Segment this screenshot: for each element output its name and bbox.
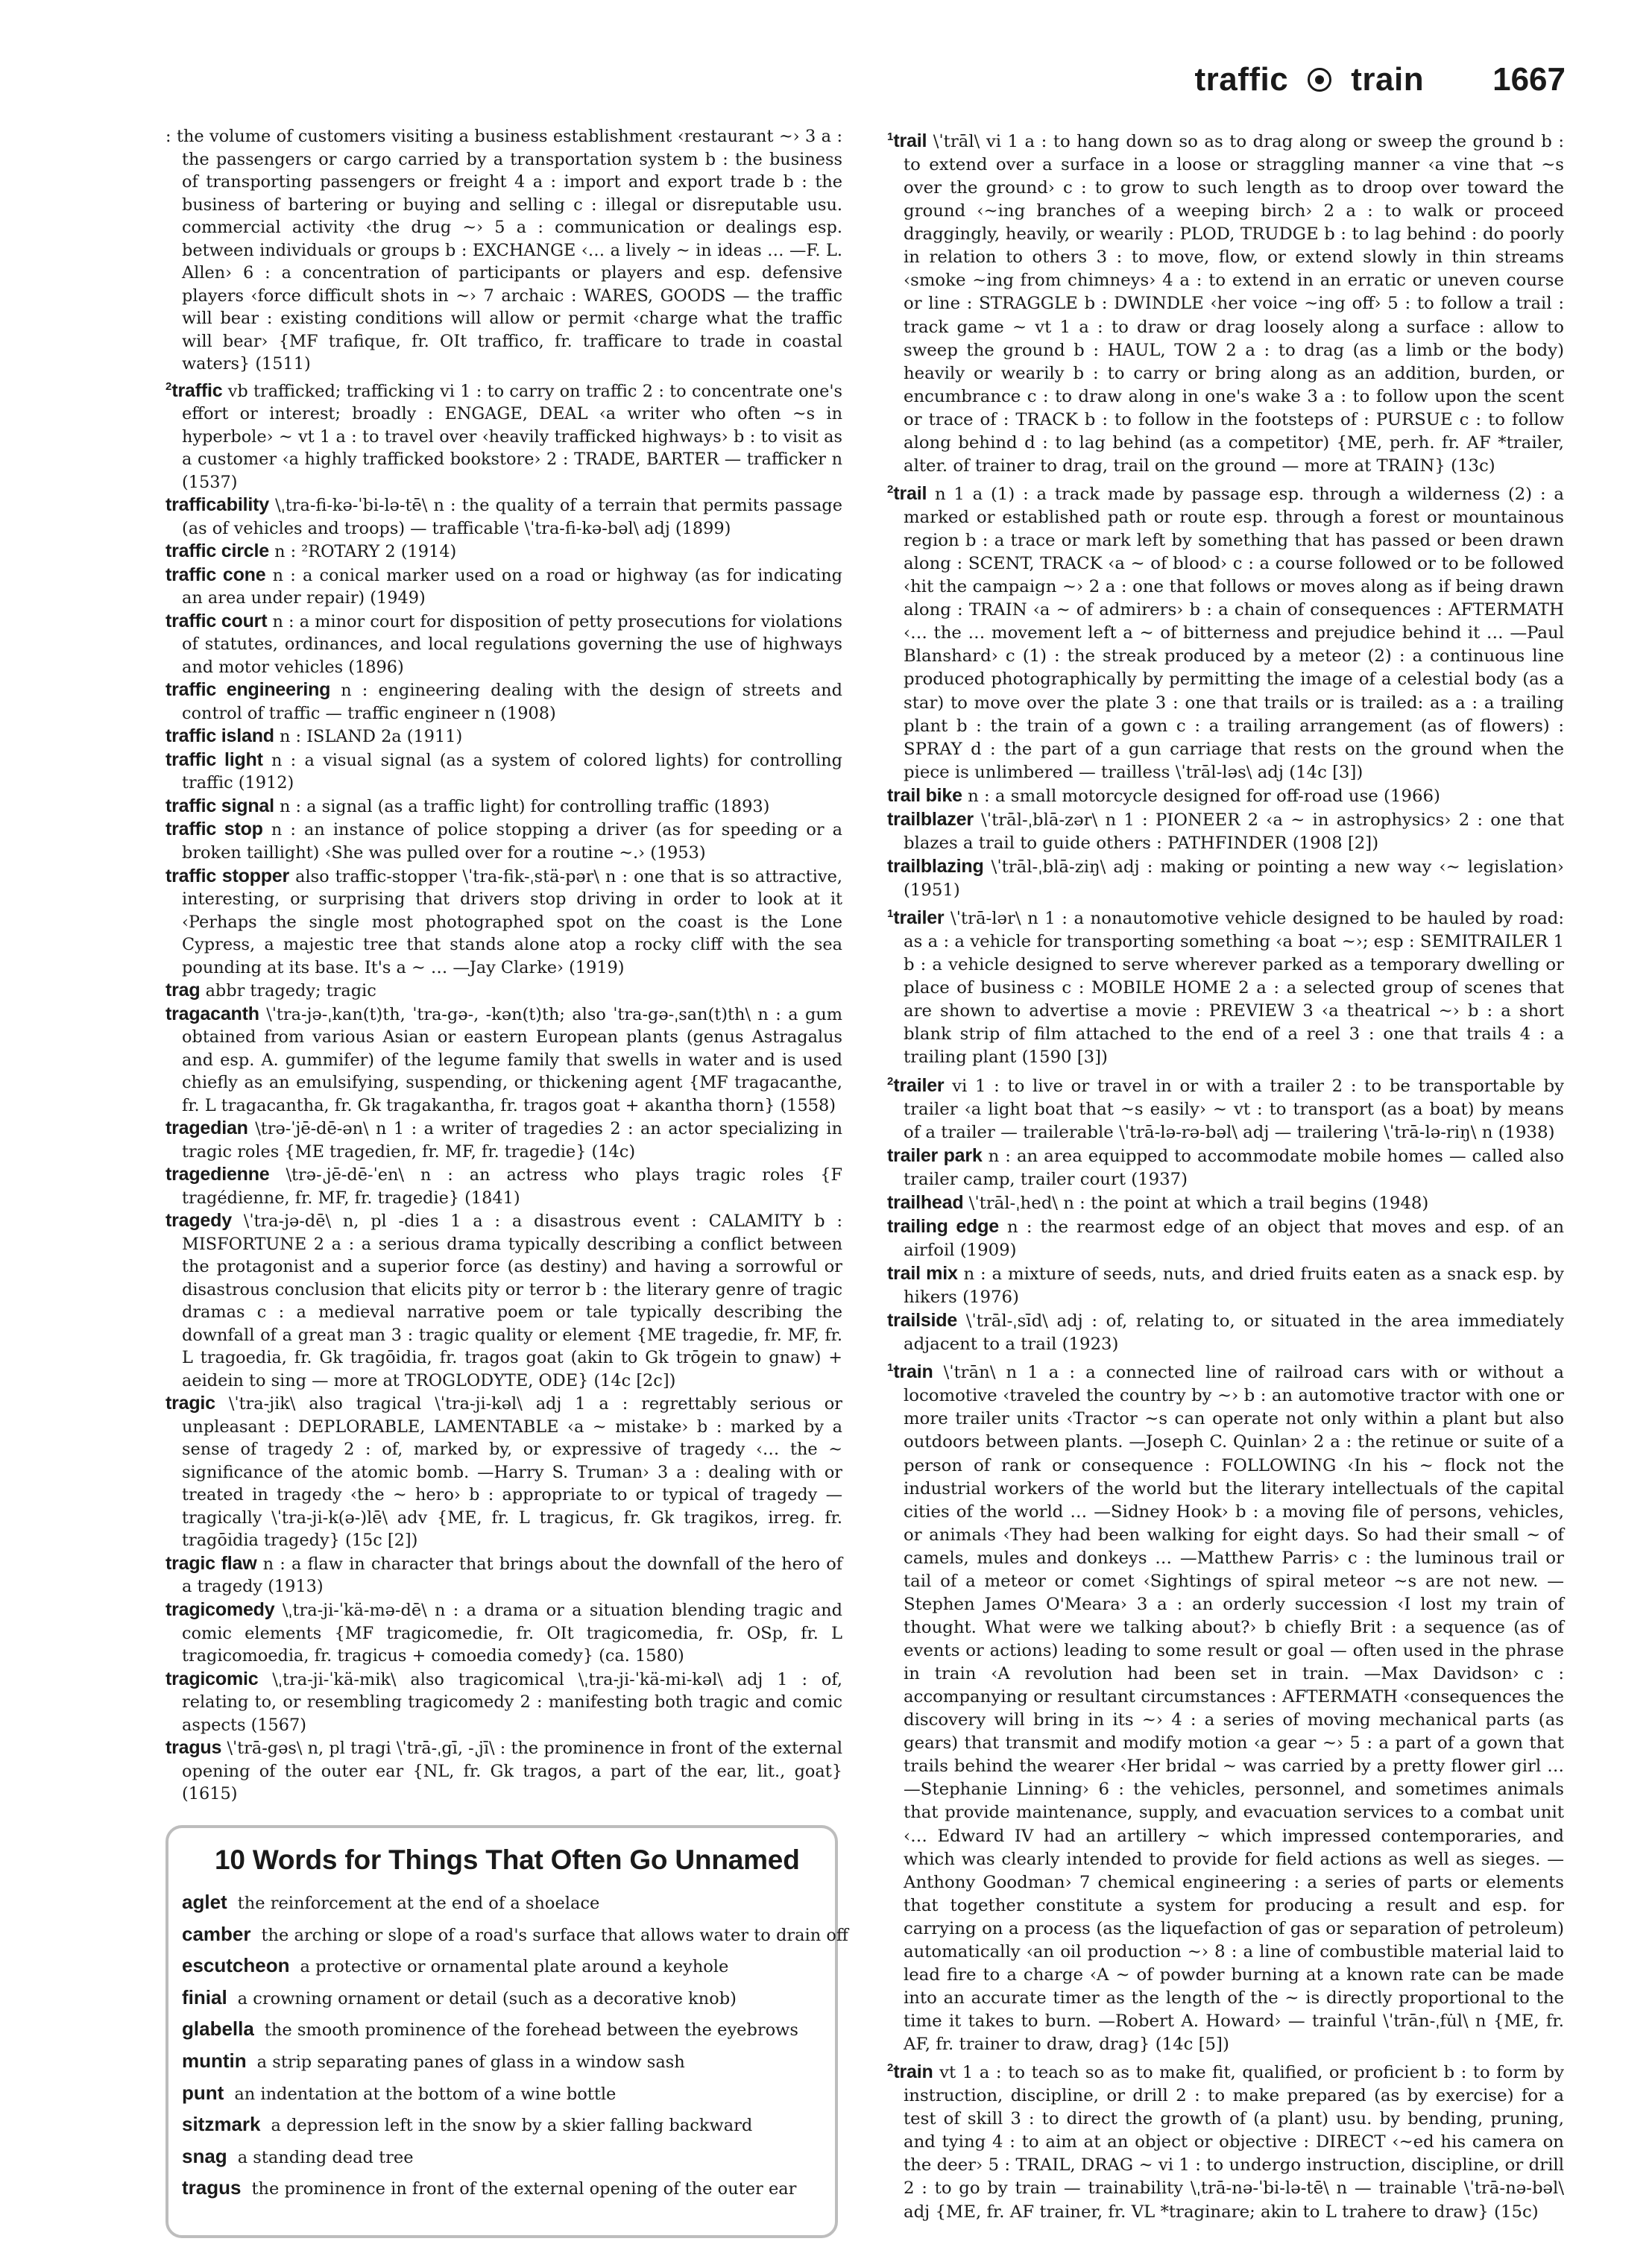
- entry-headword: traffic island: [165, 725, 274, 747]
- entry-headword: train: [893, 2061, 933, 2083]
- box-word: sitzmark: [182, 2113, 261, 2136]
- dictionary-entry: [887, 902, 1564, 1069]
- dictionary-entry: [887, 1309, 1564, 1356]
- box-word: escutcheon: [182, 1954, 290, 1977]
- entry-headword: trailing edge: [887, 1215, 999, 1237]
- entry-headword: traffic signal: [165, 795, 274, 816]
- word-list-box: [165, 1825, 848, 2238]
- entry-definition: : the volume of customers visiting a business establishment ‹restaurant ~› 3 a : the passengers or cargo carried by a transportation system b : the business of transporting passengers or freight 4 a : import and export trade b : the business of bartering or buying and selling c : illegal or disreputable usu. commercial activity ‹the drug ~› 5 a : communication or dealings esp. between individuals or groups b : EXCHANGE ‹… a lively ~ in ideas … —F. L. Allen› 6 : a concentration of participants or players and esp. defensive players ‹force difficult shots in ~› 7 archaic : WARES, GOODS — the traffic will bear : existing conditions will allow or permit ‹charge what the traffic will bear› {MF trafique, fr. OIt traffico, fr. trafficare to trade in coastal waters} (1511): [165, 127, 842, 374]
- dictionary-entry: [165, 1003, 842, 1118]
- entry-definition: \trə-ˈjē-dē-ən\ n 1 : a writer of tragedies 2 : an actor specializing in tragic roles {ME tragedien, fr. MF, fr. tragedie} (14c): [182, 1119, 842, 1162]
- entry-headword: train: [893, 1361, 933, 1383]
- box-word: aglet: [182, 1891, 227, 1913]
- entry-definition: abbr tragedy; tragic: [205, 981, 376, 1001]
- guide-word-first: traffic: [1194, 61, 1289, 98]
- dictionary-entry: [165, 678, 842, 725]
- dictionary-entry: [165, 610, 842, 679]
- dictionary-entry: [165, 818, 842, 864]
- homograph-number: 2: [887, 482, 894, 496]
- dictionary-entry: [165, 1163, 842, 1209]
- box-word-definition: a depression left in the snow by a skier falling backward: [271, 2116, 753, 2136]
- entry-definition: n : a small motorcycle designed for off-road use (1966): [968, 786, 1440, 806]
- box-word-row: [182, 1922, 848, 1955]
- entry-definition: n : engineering dealing with the design of streets and control of traffic — traffic engineer n (1908): [182, 681, 842, 723]
- entry-definition: n : an area equipped to accommodate mobile homes — called also trailer camp, trailer court (1937): [904, 1146, 1564, 1189]
- homograph-number: 1: [887, 130, 894, 143]
- entry-definition: n : the rearmost edge of an object that moves and esp. of an airfoil (1909): [904, 1217, 1565, 1260]
- entry-headword: trail: [893, 482, 927, 504]
- entry-headword: tragedian: [165, 1118, 248, 1139]
- entry-headword: trail: [893, 130, 927, 151]
- dictionary-entry: [165, 376, 842, 494]
- entry-definition: vb trafficked; trafficking vi 1 : to carry on traffic 2 : to concentrate one's effort or interest; broadly : ENGAGE, DEAL ‹a writer who often ~s in hyperbole› ~ vt 1 a : to travel over ‹heavily trafficked highways› b : to visit as a customer ‹a highly trafficked bookstore› 2 : TRADE, BARTER — trafficker n (1537): [182, 381, 842, 492]
- dictionary-entry: [165, 749, 842, 795]
- dictionary-entry: [887, 855, 1564, 902]
- entry-definition: n : a conical marker used on a road or highway (as for indicating an area under repair) (1949): [182, 565, 842, 608]
- dictionary-entry: [165, 1736, 842, 1806]
- entry-headword: traffic light: [165, 749, 263, 770]
- entry-headword: traffic engineering: [165, 679, 331, 701]
- box-word-row: [182, 2145, 813, 2177]
- entry-definition: \ˌtra-ji-ˈkä-mə-dē\ n : a drama or a situation blending tragic and comic elements {MF tragicomedie, fr. OIt tragicomedia, fr. OSp, fr. L tragicomoedia, fr. tragicus + comoedia comedy} (ca. 1580): [182, 1601, 842, 1666]
- entry-definition: \ˈtrā-gəs\ n, pl tragi \ˈtrā-ˌgī, -ˌjī\ : the prominence in front of the external opening of the outer ear {NL, fr. Gk tragos, a part of the ear, lit., goat} (1615): [182, 1739, 842, 1804]
- entry-headword: tragicomedy: [165, 1599, 275, 1620]
- entry-definition: \ˈtrāl-ˌsīd\ adj : of, relating to, or situated in the area immediately adjacent to a trail (1923): [904, 1311, 1564, 1355]
- entry-definition: \ˈtrāl-ˌhed\ n : the point at which a trail begins (1948): [968, 1193, 1429, 1213]
- dictionary-entry: [165, 979, 842, 1003]
- dictionary-entry: [887, 1215, 1564, 1262]
- entry-headword: tragus: [165, 1737, 222, 1759]
- dictionary-entry: [887, 1356, 1564, 2056]
- entry-headword: trailhead: [887, 1191, 964, 1213]
- dictionary-entry: [165, 1668, 842, 1737]
- box-word-row: [182, 2017, 813, 2050]
- box-word-definition: a standing dead tree: [237, 2147, 414, 2167]
- dictionary-entry: [165, 125, 842, 376]
- entry-headword: traffic court: [165, 610, 268, 631]
- box-word-definition: a protective or ornamental plate around a keyhole: [300, 1957, 729, 1977]
- box-word-row: [182, 1891, 813, 1923]
- guide-word-last: train: [1351, 61, 1425, 98]
- homograph-number: 2: [887, 1074, 894, 1088]
- dictionary-entry: [887, 1144, 1564, 1191]
- dictionary-entry: [165, 564, 842, 610]
- entry-headword: trag: [165, 980, 201, 1001]
- entry-headword: tragic flaw: [165, 1552, 257, 1574]
- box-word: muntin: [182, 2049, 247, 2072]
- entry-headword: tragedy: [165, 1210, 232, 1232]
- entry-definition: n : a visual signal (as a system of colored lights) for controlling traffic (1912): [182, 750, 842, 793]
- entry-definition: \ˌtra-ji-ˈkä-mik\ also tragicomical \ˌtra-ji-ˈkä-mi-kəl\ adj 1 : of, relating to, or resembling tragicomedy 2 : manifesting both tragic and comic aspects (1567): [182, 1669, 842, 1735]
- entry-headword: tragicomic: [165, 1668, 259, 1689]
- entry-definition: n : a signal (as a traffic light) for controlling traffic (1893): [279, 796, 770, 816]
- entry-definition: \ˈtra-jə-ˌkan(t)th, ˈtra-gə-, -kən(t)th; also ˈtra-gə-ˌsan(t)th\ n : a gum obtained from various Asian or eastern European plants (genus Astragalus and esp. A. gummifer) of the legume family that swells in water and is used chiefly as an emulsifying, suspending, or thickening agent {MF tragacanthe, fr. L tragacantha, fr. Gk tragakantha, fr. tragos goat + akantha thorn} (1558): [182, 1004, 842, 1115]
- entry-headword: trailer: [893, 1074, 945, 1096]
- dictionary-entry: [887, 2056, 1564, 2223]
- box-word-definition: the arching or slope of a road's surface that allows water to drain off: [261, 1925, 848, 1945]
- dictionary-entry: [165, 1552, 842, 1598]
- entry-headword: traffic cone: [165, 564, 266, 585]
- entry-definition: n : ²ROTARY 2 (1914): [274, 542, 457, 562]
- dictionary-entry: [887, 125, 1564, 478]
- entry-definition: \ˈtra-jik\ also tragical \ˈtra-ji-kəl\ adj 1 a : regrettably serious or unpleasant : DEPLORABLE, LAMENTABLE ‹a ~ mistake› b : marked by a sense of tragedy 2 : of, marked by, or expressive of tragedy ‹… the ~ significance of the atomic bomb. —Harry S. Truman› 3 a : dealing with or treated in tragedy ‹the ~ hero› b : appropriate to or typical of tragedy — tragically \ˈtra-ji-k(ə-)lē\ adv {ME, fr. L tragicus, fr. Gk tragikos, irreg. fr. tragōidia tragedy} (15c [2]): [182, 1394, 842, 1551]
- box-word: snag: [182, 2144, 227, 2167]
- entry-headword: tragic: [165, 1393, 215, 1414]
- left-column: [165, 125, 842, 1806]
- box-word: tragus: [182, 2176, 242, 2199]
- box-word: punt: [182, 2081, 224, 2104]
- box-word-row: [182, 2113, 813, 2145]
- dictionary-entry: [165, 1117, 842, 1163]
- dictionary-entry: [165, 1598, 842, 1668]
- dictionary-entry: [887, 1070, 1564, 1144]
- entry-definition: n : ISLAND 2a (1911): [279, 727, 463, 747]
- box-word-row: [182, 2176, 813, 2208]
- dictionary-entry: [887, 1191, 1564, 1215]
- entry-definition: n : a mixture of seeds, nuts, and dried fruits eaten as a snack esp. by hikers (1976): [904, 1264, 1565, 1308]
- page-number: 1667: [1492, 61, 1566, 98]
- entry-definition: \ˈtrā-lər\ n 1 : a nonautomotive vehicle designed to be hauled by road: as a : a vehicle for transporting something ‹a boat ~›; esp : SEMITRAILER 1 b : a vehicle designed to serve wherever parked as a temporary dwelling or place of business c : MOBILE HOME 2 a : a selected group of scenes that are shown to advertise a movie : PREVIEW 3 ‹a theatrical ~› b : a short blank strip of film attached to the end of a reel 3 : one that trails 4 : a trailing plant (1590 [3]): [904, 909, 1564, 1068]
- entry-headword: trail mix: [887, 1263, 958, 1284]
- homograph-number: 1: [887, 907, 894, 921]
- box-word-definition: the smooth prominence of the forehead between the eyebrows: [264, 2020, 798, 2041]
- entry-headword: traffic circle: [165, 541, 269, 562]
- dictionary-entry: [887, 784, 1564, 808]
- box-title: 10 Words for Things That Often Go Unnamed: [215, 1844, 800, 1875]
- homograph-number: 2: [887, 2061, 894, 2075]
- box-word-definition: the reinforcement at the end of a shoelace: [237, 1894, 600, 1913]
- entry-definition: n : a flaw in character that brings about the downfall of the hero of a tragedy (1913): [182, 1554, 843, 1597]
- entry-headword: tragedienne: [165, 1164, 270, 1185]
- box-word: camber: [182, 1922, 251, 1945]
- entry-headword: traffic stopper: [165, 865, 290, 886]
- dictionary-entry: [165, 795, 842, 819]
- dictionary-entry: [165, 725, 842, 749]
- entry-definition: \ˌtra-fi-kə-ˈbi-lə-tē\ n : the quality of a terrain that permits passage (as of vehicles and troops) — trafficable \ˈtra-fi-kə-bəl\ adj (1899): [182, 496, 842, 538]
- dictionary-entry: [165, 494, 842, 540]
- dictionary-entry: [165, 540, 842, 564]
- box-word: glabella: [182, 2017, 254, 2041]
- dictionary-entry: [887, 1262, 1564, 1309]
- box-word-definition: a crowning ornament or detail (such as a decorative knob): [237, 1988, 737, 2008]
- homograph-number: 2: [165, 379, 172, 393]
- box-word-row: [182, 2050, 813, 2082]
- entry-definition: n 1 a (1) : a track made by passage esp. through a wilderness (2) : a marked or established path or route esp. through a forest or mountainous region b : a trace or mark left by something that has passed or been drawn along : SCENT, TRACK ‹a ~ of blood› c : a course followed or to be followed ‹hit the campaign ~› 2 a : one that follows or moves along as if being drawn along : TRAIN ‹a ~ of admirers› b : a chain of consequences : AFTERMATH ‹… the … movement left a ~ of bitterness and prejudice behind it … —Paul Blanshard› c (1) : the streak produced by a meteor (2) : a continuous line produced photographically by permitting the image of a celestial body (as a star) to move over the plate 3 : one that trails or is trailed: as a : a trailing plant b : the train of a gown c : a trailing arrangement (as of flowers) : SPRAY d : the part of a gun carriage that rests on the ground when the piece is unlimbered — trailless \ˈtrāl-ləs\ adj (14c [3]): [904, 484, 1564, 782]
- entry-headword: trailblazing: [887, 855, 984, 877]
- dictionary-entry: [887, 808, 1564, 855]
- entry-definition: vi 1 : to live or travel in or with a trailer 2 : to be transportable by trailer ‹a light boat that ~s easily› ~ vt : to transport (as a boat) by means of a trailer — trailerable \ˈtrā-lə-rə-bəl\ adj — trailering \ˈtrā-lə-riŋ\ n (1938): [904, 1076, 1564, 1142]
- entry-headword: trafficability: [165, 494, 269, 516]
- entry-definition: \ˈtrān\ n 1 a : a connected line of railroad cars with or without a locomotive ‹traveled the country by ~› b : an automotive tractor with one or more trailer units ‹Tractor ~s can operate not only within a plant but also outdoors between plants. —Joseph C. Quinlan› 2 a : the retinue or suite of a person of rank or consequence : FOLLOWING ‹In his ~ flock not the industrial workers of the world but the literary intellectuals of the capital cities of the world … —Sidney Hook› b : a moving file of persons, vehicles, or animals ‹They had been walking for eight days. So had their small ~ of camels, mules and donkeys … —Matthew Parris› c : the luminous trail or tail of a meteor or comet ‹Sightings of spiral meteor ~s are not new. —Stephen James O'Meara› 3 a : an orderly succession ‹I lost my train of thought. What were we talking about?› b chiefly Brit : a sequence (as of events or actions) leading to some result or goal — often used in the phrase in train ‹A revolution had been set in train. —Max Davidson› c : accompanying or resultant circumstances : AFTERMATH ‹consequences the discovery will bring in its ~› 4 : a series of moving mechanical parts (as gears) that transmit and modify motion ‹a gear ~› 5 : a part of a gown that trails behind the wearer ‹Her bridal ~ was carried by a pretty flower girl … —Stephanie Linning› 6 : the vehicles, personnel, and sometimes animals that provide maintenance, supply, and evacuation services to a combat unit ‹… Edward IV had an artillery ~ which impressed contemporaries, and which was clearly intended to provide for field actions as well as sieges. —Anthony Goodman› 7 chemical engineering : a series of parts or elements that together constitute a system for producing a result and esp. for carrying on a process (as the liquefaction of gas or separation of petroleum) automatically ‹an oil production ~› 8 : a line of combustible material laid to lead fire to a charge ‹A ~ of powder burning at a known rate can be made into an accurate timer as the length of the ~ is directly proportional to the time it takes to burn. —Robert A. Howard› — trainful \ˈtrān-ˌfu̇l\ n {ME, fr. AF, fr. trainer to draw, drag} (14c [5]): [904, 1363, 1565, 2055]
- entry-headword: tragacanth: [165, 1003, 259, 1024]
- homograph-number: 1: [887, 1361, 894, 1375]
- box-word-definition: an indentation at the bottom of a wine bottle: [234, 2084, 617, 2104]
- box-word-definition: a strip separating panes of glass in a window sash: [256, 2052, 685, 2072]
- box-word-row: [182, 1986, 813, 2018]
- dictionary-entry: [165, 865, 842, 980]
- entry-definition: \trə-ˌjē-dē-ˈen\ n : an actress who plays tragic roles {F tragédienne, fr. MF, fr. tragedie} (1841): [182, 1165, 842, 1208]
- entry-definition: \ˈtra-jə-dē\ n, pl -dies 1 a : a disastrous event : CALAMITY b : MISFORTUNE 2 a : a serious drama typically describing a conflict between the protagonist and a superior force (as destiny) and having a sorrowful or disastrous conclusion that elicits pity or terror b : the literary genre of tragic dramas c : a medieval narrative poem or tale typically describing the downfall of a great man 3 : tragic quality or element {ME tragedie, fr. MF, fr. L tragoedia, fr. Gk tragōidia, fr. tragos goat (akin to Gk trōgein to gnaw) + aeidein to sing — more at TROGLODYTE, ODE} (14c [2c]): [182, 1212, 843, 1390]
- entry-headword: traffic: [171, 379, 223, 401]
- bullseye-icon: [1308, 68, 1331, 92]
- box-word-list: [182, 1891, 848, 2208]
- dictionary-entry: [887, 478, 1564, 784]
- entry-definition: \ˈtrāl\ vi 1 a : to hang down so as to drag along or sweep the ground b : to extend over a surface in a loose or straggling manner ‹a vine that ~s over the ground› c : to grow to such length as to droop over toward the ground ‹~ing branches of a weeping birch› 2 a : to walk or proceed draggingly, heavily, or wearily : PLOD, TRUDGE b : to lag behind : do poorly in relation to others 3 : to move, flow, or extend slowly in thin streams ‹smoke ~ing from chimneys› 4 a : to extend in an erratic or uneven course or line : STRAGGLE b : DWINDLE ‹her voice ~ing off› 5 : to follow a trail : track game ~ vt 1 a : to draw or drag loosely along a surface : allow to sweep the ground b : HAUL, TOW 2 a : to drag (as a limb or the body) heavily or wearily b : to carry or bring along as an addition, burden, or encumbrance c : to draw along in one's wake 3 a : to follow upon the scent or trace of : TRACK b : to follow in the footsteps of : PURSUE c : to follow along behind d : to lag behind (as a competitor) {ME, perh. fr. AF *trailer, alter. of trainer to drag, trail on the ground — more at TRAIN} (13c): [904, 132, 1565, 476]
- box-word: finial: [182, 1985, 227, 2008]
- entry-definition: \ˈtrāl-ˌblā-ziŋ\ adj : making or pointing a new way ‹~ legislation› (1951): [904, 857, 1565, 900]
- entry-headword: traffic stop: [165, 819, 263, 840]
- dictionary-entry: [165, 1209, 842, 1392]
- box-word-row: [182, 1954, 813, 1986]
- entry-headword: trailside: [887, 1310, 958, 1332]
- entry-definition: n : an instance of police stopping a driver (as for speeding or a broken taillight) ‹She was pulled over for a routine ~.› (1953): [182, 820, 843, 863]
- entry-definition: \ˈtrāl-ˌblā-zər\ n 1 : PIONEER 2 ‹a ~ in astrophysics› 2 : one that blazes a trail to guide others : PATHFINDER (1908 [2]): [904, 810, 1564, 853]
- right-column: [887, 125, 1564, 2224]
- box-word-definition: the prominence in front of the external opening of the outer ear: [251, 2179, 797, 2199]
- entry-headword: trail bike: [887, 784, 962, 806]
- entry-definition: n : a minor court for disposition of petty prosecutions for violations of statutes, ordinances, and local regulations governing the use of highways and motor vehicles (1896): [182, 611, 842, 677]
- entry-headword: trailer park: [887, 1144, 983, 1166]
- entry-headword: trailer: [893, 907, 945, 929]
- dictionary-entry: [165, 1392, 842, 1552]
- entry-definition: vt 1 a : to teach so as to make fit, qualified, or proficient b : to form by instruction, discipline, or drill 2 : to make prepared (as by exercise) for a test of skill 3 : to direct the growth of (a plant) usu. by bending, pruning, and tying 4 : to aim at an object or objective : DIRECT ‹~ed his camera on the deer› 5 : TRAIL, DRAG ~ vi 1 : to undergo instruction, discipline, or drill 2 : to go by train — trainability \ˌtrā-nə-ˈbi-lə-tē\ n — trainable \ˈtrā-nə-bəl\ adj {ME, fr. AF trainer, fr. VL *traginare; akin to L trahere to draw} (15c): [904, 2063, 1564, 2222]
- entry-definition: also traffic-stopper \ˈtra-fik-ˌstä-pər\ n : one that is so attractive, interesting, or surprising that drivers stop driving in order to look at it ‹Perhaps the single most photographed spot on the coast is the Lone Cypress, a majestic tree that stands alone atop a rocky cliff with the sea pounding at its base. It's a ~ … —Jay Clarke› (1919): [182, 866, 842, 977]
- entry-headword: trailblazer: [887, 808, 974, 830]
- running-head: [895, 61, 1566, 106]
- box-word-row: [182, 2082, 813, 2114]
